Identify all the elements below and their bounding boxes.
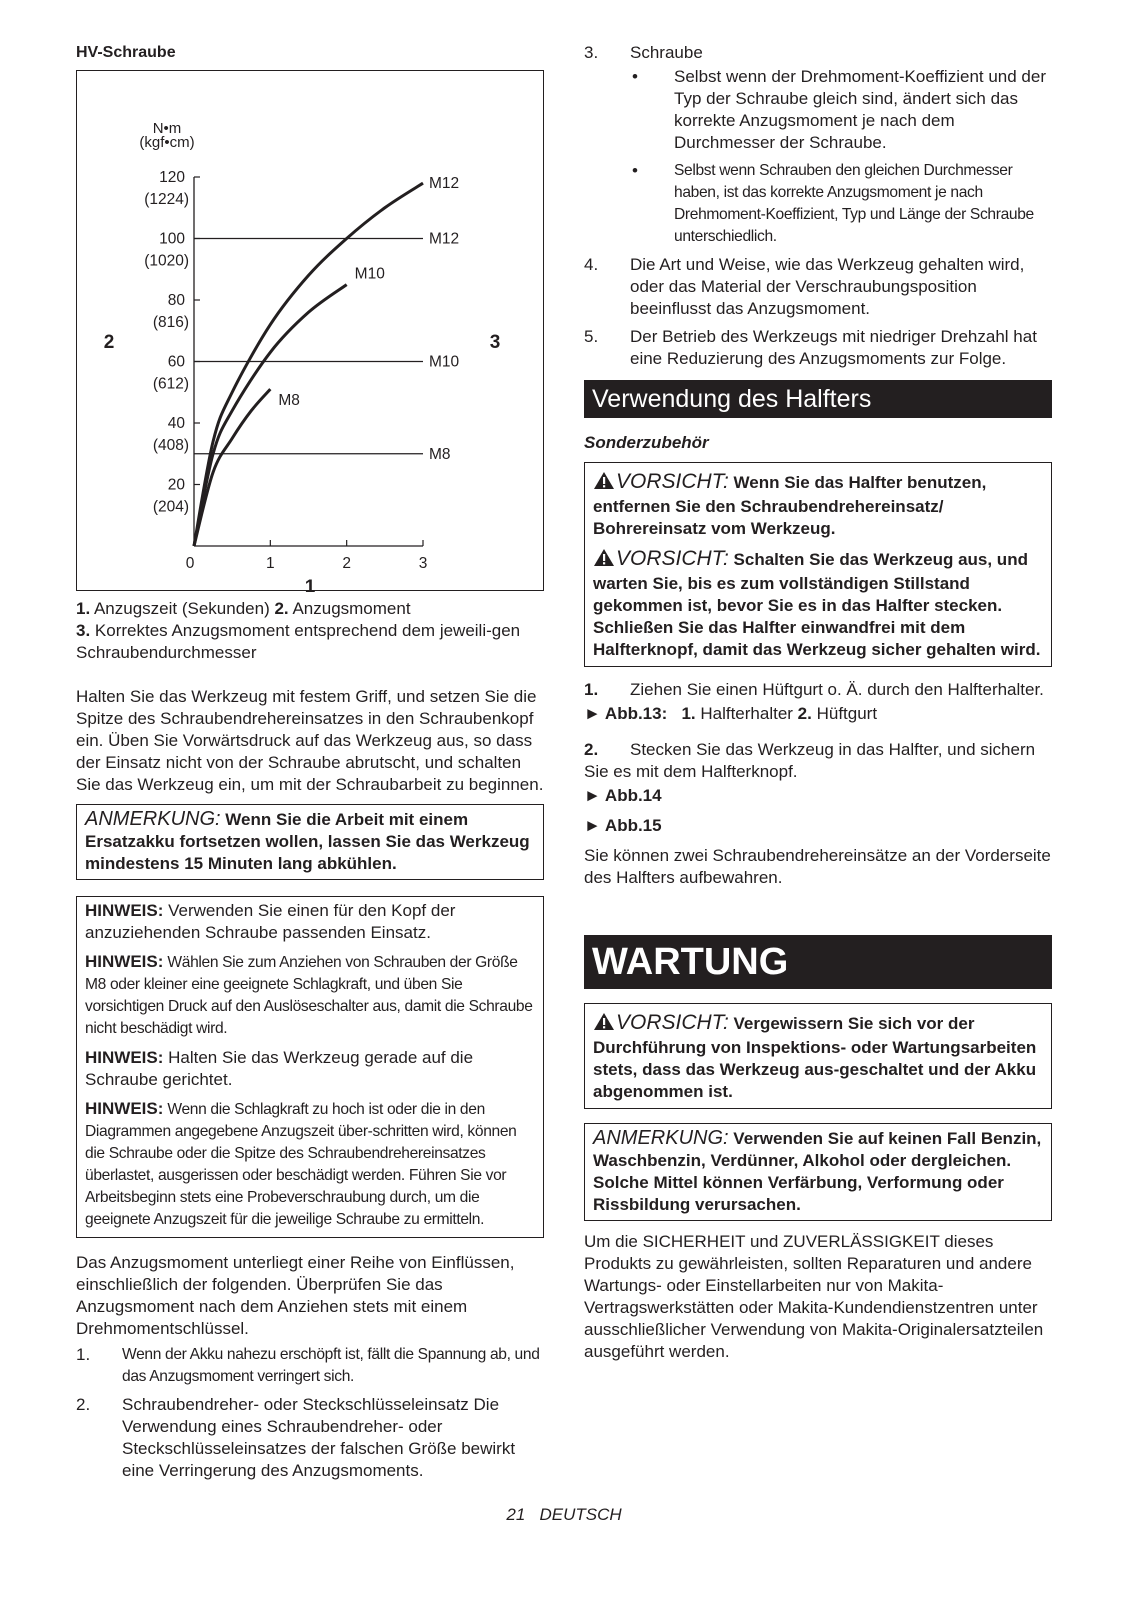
caption-text-1: Anzugszeit (Sekunden)	[90, 599, 275, 618]
figure-text-1: Halfterhalter	[695, 704, 798, 723]
anmerkung-box	[76, 804, 544, 880]
list-item	[76, 1344, 544, 1388]
list-item	[584, 42, 1052, 64]
section-title-holster: Verwendung des Halfters	[584, 380, 1052, 418]
vorsicht-text: Vergewissern Sie sich vor der Durchführung von Inspektions- oder Wartungsarbeiten stets, dass das Werkzeug aus-geschaltet und der Akku abgenommen ist.	[593, 1014, 1037, 1101]
curve-label-m12: M12	[429, 175, 460, 193]
footer-language: DEUTSCH	[539, 1505, 622, 1524]
holster-step-2	[584, 739, 1052, 783]
y-tick-label: 120	[159, 169, 185, 186]
vorsicht-lead: VORSICHT:	[616, 1011, 729, 1034]
step-text: Stecken Sie das Werkzeug in das Halfter, und sichern Sie es mit dem Halfterknopf.	[584, 740, 1036, 781]
y-tick-label: 60	[167, 353, 185, 371]
bullet-list	[584, 66, 1052, 248]
figure-num-1: 1.	[681, 704, 696, 723]
section-title-maintenance: WARTUNG	[584, 935, 1052, 989]
bullet-item	[630, 160, 1052, 248]
warning-triangle-icon	[593, 471, 615, 496]
y-tick-label: 100	[159, 230, 185, 248]
x-axis-label: 1	[304, 577, 316, 592]
hinweis-text: Wählen Sie zum Anziehen von Schrauben der Größe M8 oder kleiner eine geeignete Schlagkraft, und üben Sie vorsichtigen Druck auf den Auslöseschalter aus, damit die Schraube nicht beschädigt wird.	[85, 954, 533, 1037]
hinweis-text: Wenn die Schlagkraft zu hoch ist oder die in den Diagrammen angegebene Anzugszeit über-schritten wird, können die Schraube oder die Spitze des Schraubendrehereinsatzes überlastet, ausgerissen oder beschädigt werden. Führen Sie vor Arbeitsbeginn stets eine Probeverschraubung durch, um die geeignete Anzugszeit für die jeweilige Schraube zu ermitteln.	[85, 1101, 517, 1228]
reference-label-m12: M12	[429, 230, 460, 248]
anmerkung-text: Wenn Sie die Arbeit mit einem Ersatzakku fortsetzen wollen, lassen Sie das Werkzeug mindestens 15 Minuten lang abkühlen.	[85, 810, 530, 873]
influence-list	[76, 1344, 544, 1482]
hinweis-text: Halten Sie das Werkzeug gerade auf die Schraube gerichtet.	[85, 1048, 474, 1089]
vorsicht-text: Schalten Sie das Werkzeug aus, und warten Sie, bis es zum vollständigen Stillstand gekommen ist, bevor Sie es in das Halfter stecken.	[593, 550, 1028, 615]
step-number: 2.	[584, 740, 599, 759]
paragraph-holster-storage: Sie können zwei Schraubendrehereinsätze an der Vorderseite des Halfters aufbewahren.	[584, 846, 1051, 887]
x-tick-label: 0	[185, 555, 195, 572]
y-tick-label-kgf: (408)	[152, 437, 189, 454]
right-axis-label: 3	[489, 332, 501, 353]
bullet-text: Selbst wenn Schrauben den gleichen Durchmesser haben, ist das korrekte Anzugsmoment je nach Drehmoment-Koeffizient, Typ und Länge der Schraube unterschiedlich.	[674, 162, 1034, 245]
bullet-dot: •	[632, 161, 638, 180]
hinweis-3	[85, 1047, 535, 1091]
vorsicht-box-holster	[584, 462, 1052, 667]
hinweis-label: HINWEIS:	[85, 1048, 164, 1067]
x-tick-label: 1	[266, 555, 275, 572]
y-tick-label: 20	[167, 476, 185, 494]
bullet-text: Selbst wenn der Drehmoment-Koeffizient und der Typ der Schraube gleich sind, ändert sich das korrekte Anzugsmoment je nach dem Durchmesser der Schraube.	[674, 67, 1046, 152]
hinweis-1	[85, 900, 535, 944]
reference-lines	[194, 231, 460, 463]
figure-label: ► Abb.14	[584, 786, 662, 805]
figure-num-2: 2.	[797, 704, 812, 723]
torque-chart-svg	[77, 71, 545, 592]
hinweis-box	[76, 896, 544, 1238]
list-item	[584, 254, 1052, 320]
vorsicht-text: Wenn Sie das Halfter benutzen, entfernen Sie den Schraubendrehereinsatz/ Bohrereinsatz vom Werkzeug.	[593, 473, 987, 538]
vorsicht-extra: Schließen Sie das Halfter einwandfrei mit dem Halfterknopf, damit das Werkzeug sicher gehalten wird.	[593, 618, 1041, 659]
x-tick-label: 3	[418, 555, 428, 572]
optional-accessory-label: Sonderzubehör	[584, 433, 709, 452]
influence-list-continued	[584, 42, 1052, 370]
list-item-text: Schraubendreher- oder Steckschlüsseleinsatz Die Verwendung eines Schraubendreher- oder Steckschlüsseleinsatzes der falschen Größe bewirkt eine Verringerung des Anzugsmoments.	[122, 1395, 516, 1480]
torque-chart	[76, 70, 544, 591]
y-tick-label-kgf: (612)	[152, 375, 189, 393]
vorsicht-box-maintenance	[584, 1003, 1052, 1109]
figure-label: ► Abb.13:	[584, 704, 668, 723]
hinweis-2	[85, 951, 535, 1040]
y-tick-label: 80	[167, 292, 185, 309]
caption-line-1	[76, 598, 544, 620]
y-tick-label-kgf: (816)	[152, 314, 189, 331]
curve-label-m8: M8	[278, 392, 300, 410]
list-item	[76, 1394, 544, 1482]
anmerkung-lead: ANMERKUNG:	[593, 1127, 729, 1149]
left-column	[76, 42, 544, 1488]
step-text: Ziehen Sie einen Hüftgurt o. Ä. durch den Halfterhalter.	[630, 680, 1044, 699]
paragraph-torque-influences: Das Anzugsmoment unterliegt einer Reihe von Einflüssen, einschließlich der folgenden. Überprüfen Sie das Anzugsmoment nach dem Anziehen stets mit einem Drehmomentschlüssel.	[76, 1253, 515, 1338]
list-item-text: Der Betrieb des Werkzeugs mit niedriger Drehzahl hat eine Reduzierung des Anzugsmoments zur Folge.	[630, 327, 1037, 368]
reference-label-m10: M10	[429, 353, 460, 371]
y-tick-label-kgf: (1020)	[144, 252, 189, 270]
list-item-number: 5.	[584, 327, 599, 346]
y-unit-top: N•m	[152, 120, 182, 137]
caption-line-2	[76, 620, 544, 664]
caption-text-3: Korrektes Anzugsmoment entsprechend dem jeweili-gen Schraubendurchmesser	[76, 621, 521, 662]
hinweis-4	[85, 1098, 535, 1231]
figure-ref-15	[584, 815, 1052, 837]
y-unit-bottom: (kgf•cm)	[139, 134, 195, 151]
chart-heading: HV-Schraube	[76, 44, 176, 61]
y-tick-group	[144, 169, 200, 516]
figure-ref-13	[584, 703, 1052, 725]
list-item-number: 1.	[76, 1345, 91, 1364]
step-number: 1.	[584, 680, 599, 699]
figure-ref-14	[584, 785, 1052, 807]
anmerkung-lead: ANMERKUNG:	[85, 808, 221, 830]
caption-num-1: 1.	[76, 599, 91, 618]
y-tick-label-kgf: (204)	[152, 498, 189, 516]
hinweis-label: HINWEIS:	[85, 952, 164, 971]
list-item-number: 2.	[76, 1395, 91, 1414]
vorsicht-3	[593, 1012, 1043, 1103]
caption-num-3: 3.	[76, 621, 91, 640]
vorsicht-1	[593, 471, 1043, 540]
list-item	[584, 326, 1052, 370]
vorsicht-2	[593, 548, 1043, 661]
anmerkung-text: Verwenden Sie auf keinen Fall Benzin, Waschbenzin, Verdünner, Alkohol oder dergleichen. Solche Mittel können Verfärbung, Verformung oder Rissbildung verursachen.	[593, 1129, 1042, 1214]
y-tick-label-kgf: (1224)	[144, 191, 189, 208]
y-axis-label: 2	[103, 332, 115, 353]
x-tick-group	[186, 540, 428, 572]
paragraph-operation: Halten Sie das Werkzeug mit festem Griff, und setzen Sie die Spitze des Schraubendrehereinsatzes in den Schraubenkopf ein. Üben Sie Vorwärtsdruck auf das Werkzeug aus, so dass der Einsatz nicht von der Schraube abrutscht, und schalten Sie das Werkzeug ein, um mit der Schraubarbeit zu beginnen.	[76, 687, 544, 794]
y-tick-label: 40	[167, 415, 185, 432]
reference-label-m8: M8	[429, 445, 451, 463]
anmerkung-box-maintenance	[584, 1123, 1052, 1221]
bullet-item	[630, 66, 1052, 154]
list-item-number: 4.	[584, 255, 599, 274]
vorsicht-lead: VORSICHT:	[616, 547, 729, 570]
figure-label: ► Abb.15	[584, 816, 662, 835]
right-column	[584, 42, 1052, 1363]
chart-caption	[76, 598, 544, 664]
page-number: 21	[506, 1505, 526, 1524]
list-item-text: Wenn der Akku nahezu erschöpft ist, fällt die Spannung ab, und das Anzugsmoment verringert sich.	[122, 1346, 540, 1385]
hinweis-label: HINWEIS:	[85, 1099, 164, 1118]
warning-triangle-icon	[593, 548, 615, 573]
list-item-number: 3.	[584, 43, 599, 62]
bullet-dot: •	[632, 67, 638, 86]
vorsicht-lead: VORSICHT:	[616, 470, 729, 493]
holster-step-1	[584, 679, 1052, 701]
torque-curves	[194, 175, 459, 546]
warning-triangle-icon	[593, 1012, 615, 1037]
hinweis-label: HINWEIS:	[85, 901, 164, 920]
page-footer	[0, 1504, 1128, 1526]
x-tick-label: 2	[342, 555, 351, 572]
paragraph-service: Um die SICHERHEIT und ZUVERLÄSSIGKEIT dieses Produkts zu gewährleisten, sollten Reparaturen und andere Wartungs- oder Einstellarbeiten nur von Makita-Vertragswerkstätten oder Makita-Kundendienstzentren unter ausschließlicher Verwendung von Makita-Originalersatzteilen ausgeführt werden.	[584, 1232, 1044, 1361]
hinweis-text: Verwenden Sie einen für den Kopf der anzuziehenden Schraube passenden Einsatz.	[85, 901, 456, 942]
curve-m12	[194, 183, 423, 546]
caption-text-2: Anzugsmoment	[288, 599, 411, 618]
caption-num-2: 2.	[274, 599, 289, 618]
curve-label-m10: M10	[354, 265, 385, 283]
figure-text-2: Hüftgurt	[811, 704, 878, 723]
list-item-text: Die Art und Weise, wie das Werkzeug gehalten wird, oder das Material der Verschraubungsposition beeinflusst das Anzugsmoment.	[630, 255, 1025, 318]
list-item-text: Schraube	[630, 43, 703, 62]
